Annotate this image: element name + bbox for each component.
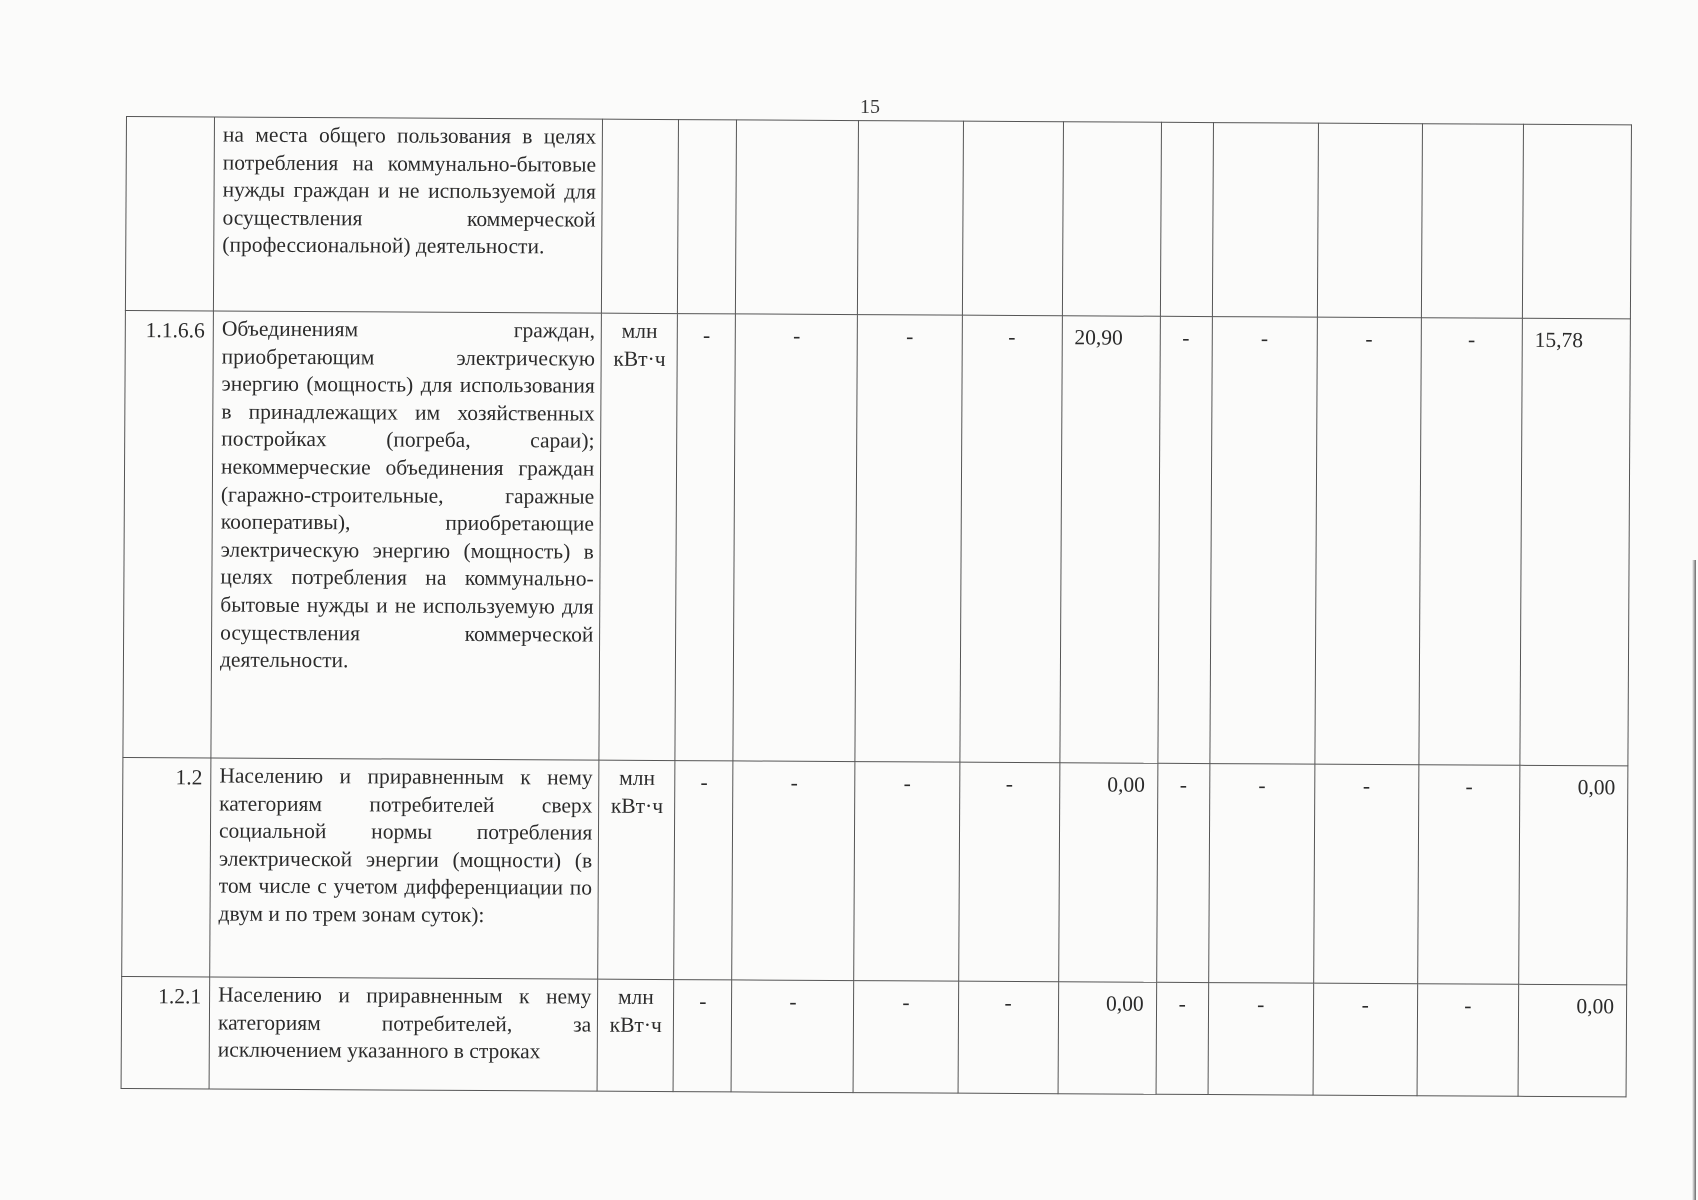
value-cell: - — [732, 761, 855, 981]
value-cell: - — [731, 980, 854, 1093]
value-cell: - — [1156, 763, 1209, 982]
value-cell: - — [674, 761, 733, 980]
value-cell: - — [1417, 984, 1519, 1097]
value-cell — [1160, 122, 1213, 316]
row-number-cell: 1.2 — [122, 757, 211, 976]
value-cell — [678, 120, 737, 314]
row-number-cell — [125, 117, 214, 311]
value-cell — [1522, 124, 1631, 319]
value-cell — [736, 120, 859, 315]
value-cell: - — [1315, 317, 1422, 765]
value-cell — [962, 121, 1063, 316]
value-cell: - — [675, 314, 736, 761]
value-cell: - — [1156, 982, 1209, 1094]
scan-edge-shadow — [1692, 560, 1696, 1200]
row-number-cell: 1.1.6.6 — [123, 310, 214, 757]
row-description-cell: на места общего пользования в целях потребления на коммунально-бытовые нужды граждан и не используемой для осуществления коммерческой (профессиональной) деятельности. — [213, 117, 602, 313]
value-cell: - — [1313, 764, 1418, 984]
value-cell — [1212, 123, 1318, 318]
row-description-text: Объединениям граждан, приобретающим электрическую энергию (мощность) для использования в принадлежащих им хозяйственных постройках (погреба, сараи); некоммерческие объединения граждан (гаражно-строительные, гаражные кооперативы), приобретающие электрическую энергию (мощность) в целях потребления на коммунально-бытовые нужды и не используемую для осуществления коммерческой деятельности. — [219, 316, 596, 673]
value-cell: - — [1208, 983, 1314, 1096]
value-cell: 0,00 — [1519, 765, 1628, 985]
row-unit-cell: млн кВт·ч — [597, 979, 674, 1091]
value-cell — [1421, 124, 1523, 319]
table-row-1-2-1 — [121, 976, 1627, 1096]
table-row-1-1-6-6 — [123, 310, 1630, 765]
value-cell: 0,00 — [1058, 763, 1157, 983]
row-unit-cell: млн кВт·ч — [598, 760, 675, 979]
value-cell: 15,78 — [1520, 318, 1631, 766]
value-cell: - — [1419, 318, 1523, 766]
value-cell: 0,00 — [1518, 984, 1627, 1097]
row-unit-cell — [602, 119, 679, 313]
value-cell: - — [854, 981, 959, 1094]
value-cell: - — [1208, 764, 1314, 984]
value-cell: - — [1313, 983, 1418, 1096]
value-cell: - — [1210, 317, 1318, 765]
row-unit-cell: млн кВт·ч — [599, 313, 678, 760]
value-cell: 0,00 — [1058, 982, 1157, 1095]
row-description-cell: Населению и приравненным к нему категориям потребителей, за исключением указанного в строках — [209, 977, 598, 1091]
value-cell: - — [733, 314, 858, 762]
value-cell: - — [673, 980, 732, 1092]
value-cell: - — [958, 762, 1059, 982]
value-cell: - — [1417, 765, 1519, 985]
value-cell: 20,90 — [1059, 316, 1160, 764]
value-cell: - — [958, 981, 1059, 1094]
value-cell: - — [854, 762, 959, 982]
value-cell: - — [959, 315, 1062, 763]
page-number: 15 — [860, 96, 880, 118]
value-cell — [858, 121, 963, 316]
table-row-1-2 — [122, 757, 1628, 984]
value-cell: - — [855, 315, 962, 763]
row-description-cell: Населению и приравненным к нему категориям потребителей сверх социальной нормы потребления электрической энергии (мощности) (в том числе с учетом дифференциации по двум и по трем зонам суток): — [210, 758, 599, 979]
value-cell — [1062, 122, 1161, 317]
value-cell: - — [1158, 316, 1213, 763]
tariff-table — [121, 116, 1632, 1097]
row-description-cell — [211, 311, 602, 760]
row-number-cell: 1.2.1 — [121, 976, 210, 1088]
table-row-continuation — [125, 117, 1631, 319]
value-cell — [1317, 123, 1422, 318]
